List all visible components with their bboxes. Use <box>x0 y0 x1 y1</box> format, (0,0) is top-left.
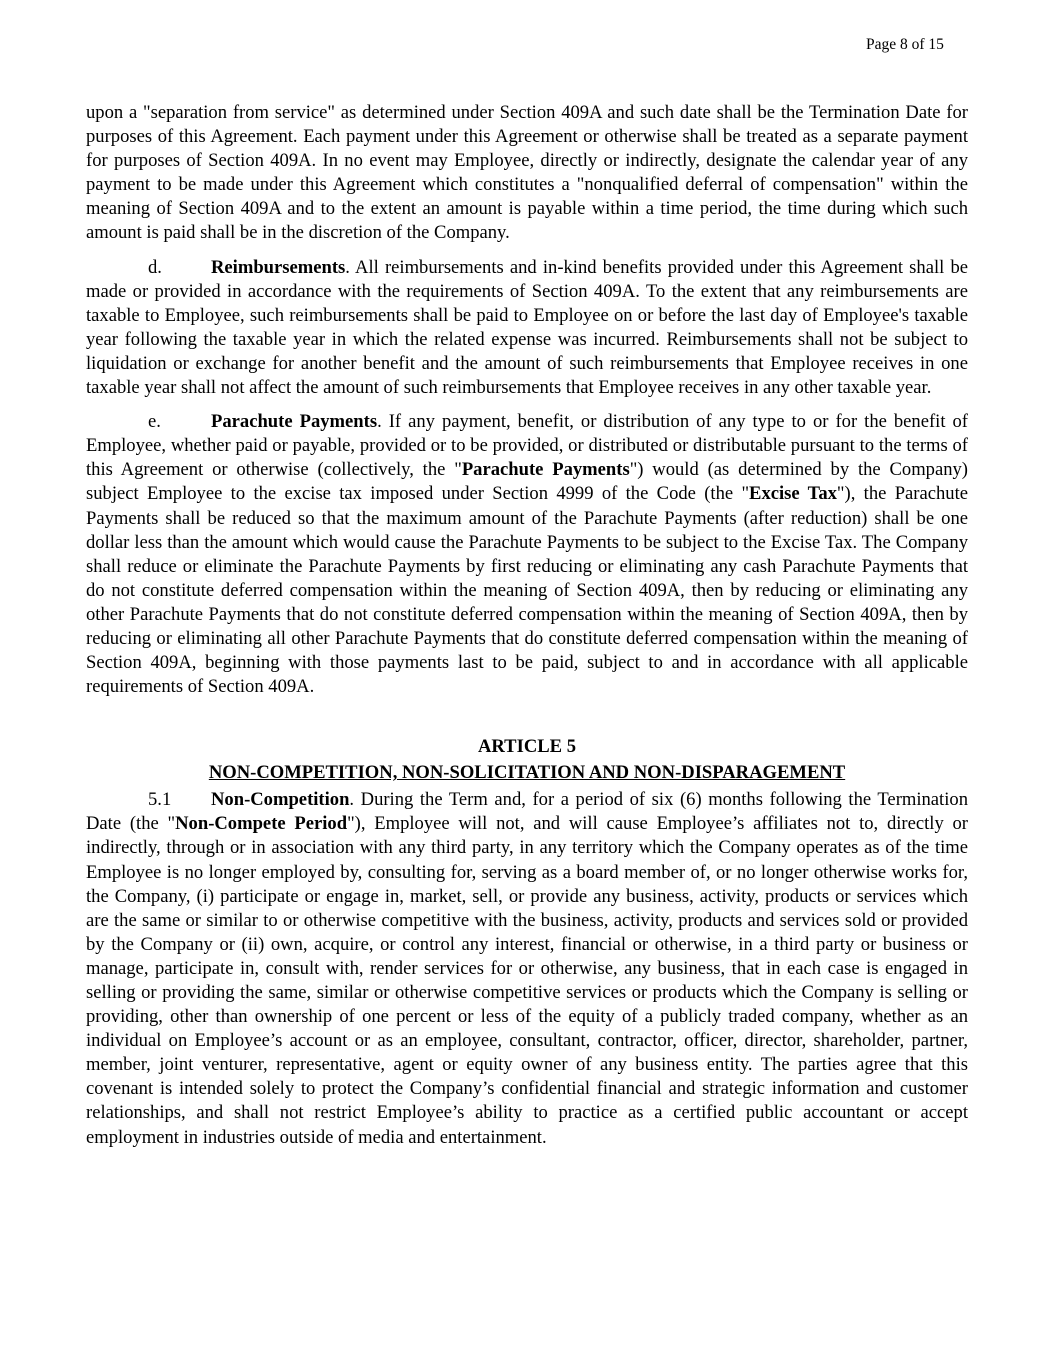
section-d-label: d. <box>148 256 162 278</box>
section-d-text: . All reimbursements and in-kind benefits provided under this Agreement shall be made or provided in accordance with the requirements of Section 409A. To the extent that any reimbursements are taxable to Employee, such reimbursements shall be paid to Employee on or before the last day of Employee's taxable year following the taxable year in which the related expense was incurred. Reimbursements shall not be subject to liquidation or exchange for another benefit and the amount of such reimbursements that Employee receives in one taxable year shall not affect the amount of such reimbursements that Employee receives in any other taxable year. <box>86 256 968 399</box>
section-e-text-1: . If any payment, benefit, or distribution of any type to or for the benefit of Employee, whether paid or payable, provided or to be provided, or distributed or distributable pursuant to the terms of this Agreement or otherwise (collectively, the " <box>86 411 968 481</box>
section-5-1-paragraph <box>86 788 968 1149</box>
section-d-paragraph <box>86 256 968 401</box>
section-d-heading: Reimbursements <box>211 256 346 278</box>
section-e-text-2: ") would (as determined by the Company) subject Employee to the excise tax imposed under Section 4999 of the Code (the " <box>86 459 968 505</box>
section-e-text-3: "), the Parachute Payments shall be reduced so that the maximum amount of the Parachute Payments (after reduction) shall be one dollar less than the amount which would cause the Parachute Payments to be subject to the Excise Tax. The Company shall reduce or eliminate the Parachute Payments by first reducing or eliminating any cash Parachute Payments that do not constitute deferred compensation within the meaning of Section 409A, then by reducing or eliminating any other Parachute Payments that do not constitute deferred compensation within the meaning of Section 409A, then by reducing or eliminating all other Parachute Payments that do constitute deferred compensation within the meaning of Section 409A, beginning with those payments last to be paid, subject to and in accordance with all applicable requirements of Section 409A. <box>86 483 968 698</box>
section-5-1-heading: Non-Competition <box>211 789 350 811</box>
section-5-1-label: 5.1 <box>148 789 172 811</box>
section-5-1-text-1: . During the Term and, for a period of six (6) months following the Termination Date (the " <box>86 789 968 835</box>
defined-term-excise-tax: Excise Tax <box>749 483 837 505</box>
article-heading <box>86 734 968 786</box>
page-number: Page 8 of 15 <box>866 36 944 53</box>
document-body <box>86 101 968 1150</box>
section-e-heading: Parachute Payments <box>211 411 378 433</box>
section-e-label: e. <box>148 411 161 433</box>
article-number: ARTICLE 5 <box>477 736 577 758</box>
article-title: NON-COMPETITION, NON-SOLICITATION AND NON-DISPARAGEMENT <box>208 762 846 784</box>
section-5-1-text-2: "), Employee will not, and will cause Employee’s affiliates not to, directly or indirectly, through or in association with any third party, in any territory which the Company operates as of the time Employee is no longer employed by, consulting for, serving as a board member of, or no longer otherwise works for, the Company, (i) participate or engage in, market, sell, or provide any business, activity, products or services which are the same or similar to or otherwise competitive with the business, activity, products and services sold or provided by the Company or (ii) own, acquire, or control any interest, financial or otherwise, in a third party or business or manage, participate in, consult with, render services for or otherwise, any business, that in each case is engaged in selling or providing the same, similar or otherwise competitive services or products which the Company is selling or providing, other than ownership of one percent or less of the equity of a publicly traded company, whether as an individual on Employee’s account or as an employee, consultant, contractor, officer, director, shareholder, partner, member, joint venturer, representative, agent or equity owner of any business entity. The parties agree that this covenant is intended solely to protect the Company’s confidential financial and strategic information and customer relationships, and shall not restrict Employee’s ability to practice as a certified public accountant or accept employment in industries outside of media and entertainment. <box>86 813 968 1148</box>
section-e-paragraph <box>86 410 968 699</box>
defined-term-parachute-payments: Parachute Payments <box>461 459 630 481</box>
defined-term-non-compete-period: Non-Compete Period <box>175 813 348 835</box>
continuation-paragraph: upon a "separation from service" as determined under Section 409A and such date shall be the Termination Date for purposes of this Agreement. Each payment under this Agreement or otherwise shall be treated as a separate payment for purposes of Section 409A. In no event may Employee, directly or indirectly, designate the calendar year of any payment to be made under this Agreement which constitutes a "nonqualified deferral of compensation" within the meaning of Section 409A and to the extent an amount is payable within a time period, the time during which such amount is paid shall be in the discretion of the Company. <box>86 102 968 244</box>
